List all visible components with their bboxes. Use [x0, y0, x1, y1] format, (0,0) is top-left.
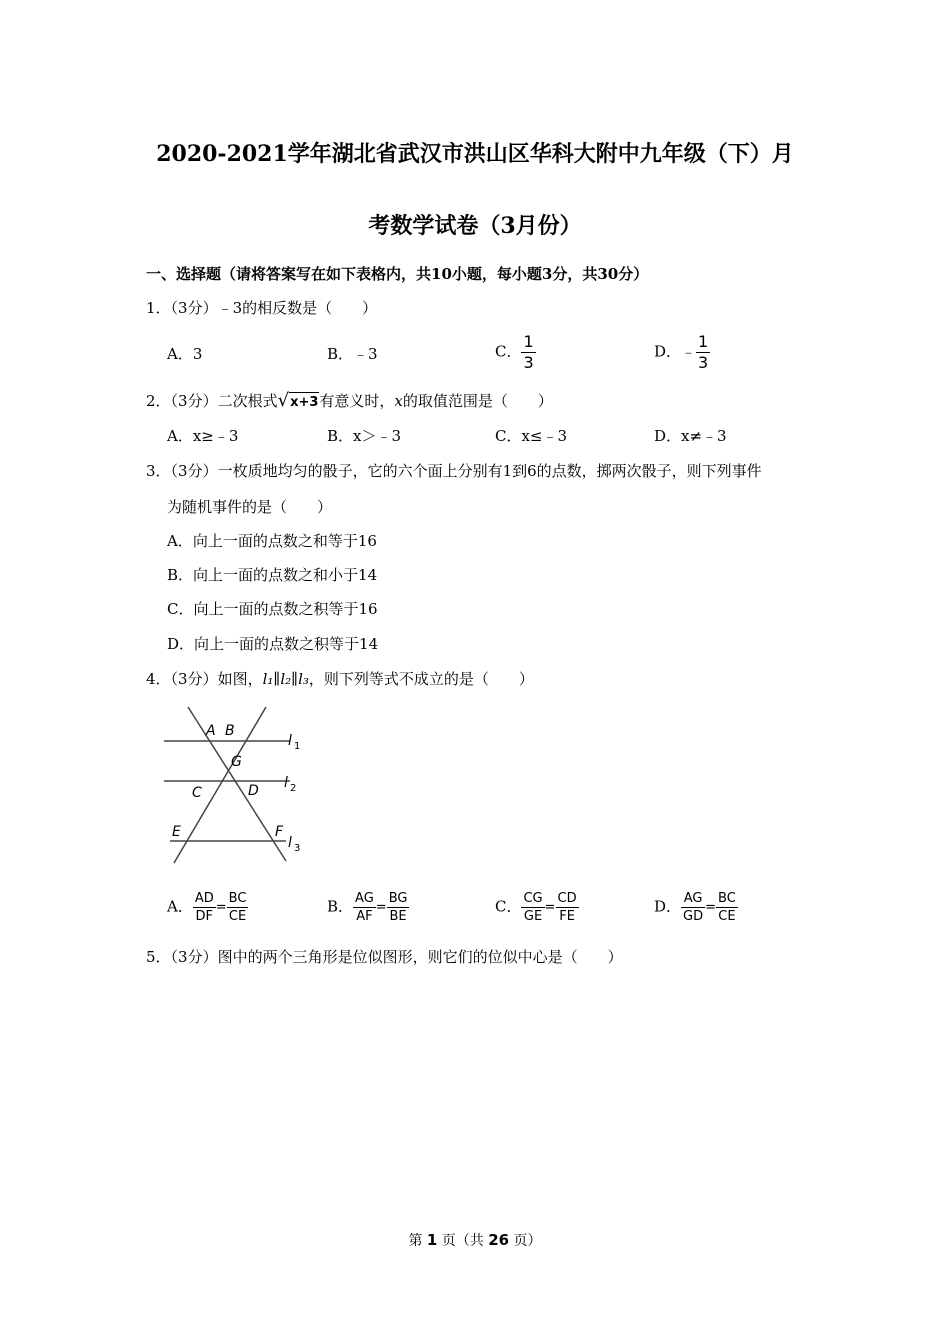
- question-3-line-1: 3．（3分）一枚质地均匀的骰子，它的六个面上分别有1到6的点数，掷两次骰子，则下列事件: [146, 462, 762, 480]
- q4-a-left-den: DF: [193, 907, 216, 925]
- q4-text-after: ，则下列等式不成立的是（ ）: [308, 670, 534, 688]
- q4-a-right-den: CE: [227, 907, 249, 925]
- q4-b-left-num: AG: [355, 891, 374, 906]
- q4-c-left-den: GE: [521, 907, 544, 925]
- q4-d-equals: =: [705, 899, 717, 915]
- q4-a-right-fraction: [227, 890, 249, 925]
- q4-d-right-den: CE: [716, 907, 738, 925]
- q4-c-equals: =: [544, 899, 556, 915]
- q4-option-c: [495, 890, 579, 925]
- q2-sqrt: [278, 391, 320, 413]
- label-a: A: [206, 723, 216, 739]
- q4-c-right-num: CD: [557, 891, 577, 906]
- label-l3-sub: 3: [294, 843, 301, 854]
- transversal-af: [188, 707, 286, 861]
- q4-a-left-fraction: [193, 890, 216, 925]
- q1-d-denominator: 3: [698, 353, 709, 372]
- q3-option-b: B．向上一面的点数之和小于14: [167, 566, 378, 584]
- q2-variable: x: [394, 392, 403, 410]
- q2-text-before: 2．（3分）二次根式: [146, 392, 278, 410]
- question-1: 1．（3分）﹣3的相反数是（ ）: [146, 299, 378, 317]
- q4-d-left-den: GD: [683, 909, 704, 924]
- question-5: 5．（3分）图中的两个三角形是位似图形，则它们的位似中心是（ ）: [146, 948, 623, 966]
- q1-c-denominator: 3: [523, 353, 534, 372]
- q3-option-a: A．向上一面的点数之和等于16: [167, 532, 377, 550]
- sqrt-symbol: √: [277, 390, 290, 411]
- q3-option-d: D．向上一面的点数之积等于14: [167, 635, 379, 653]
- label-l1: l: [288, 733, 292, 749]
- q4-a-equals: =: [215, 899, 227, 915]
- label-d: D: [248, 783, 259, 799]
- label-l1-sub: 1: [294, 741, 301, 752]
- footer-pre: 第: [408, 1233, 427, 1249]
- page-footer: [0, 1230, 950, 1250]
- label-b: B: [225, 723, 235, 739]
- label-g: G: [231, 754, 242, 770]
- question-2: [146, 391, 553, 413]
- q4-b-label: B．: [327, 897, 354, 916]
- q2-option-a: A．x≥﹣3: [167, 427, 239, 445]
- q4-a-label: A．: [167, 897, 193, 916]
- q4-parallel-relation: l₁∥l₂∥l₃: [262, 670, 309, 688]
- label-l2-sub: 2: [290, 783, 297, 794]
- question-3-line-2: 为随机事件的是（ ）: [167, 498, 333, 516]
- section-heading: 一、选择题（请将答案写在如下表格内，共10小题，每小题3分，共30分）: [146, 265, 649, 283]
- label-e: E: [172, 824, 181, 840]
- q1-option-c: [495, 333, 536, 372]
- q4-c-left-num: CG: [523, 891, 543, 906]
- footer-page-number: 1: [426, 1231, 438, 1249]
- label-c: C: [192, 785, 202, 801]
- q4-c-label: C．: [495, 897, 522, 916]
- q1-option-d-fraction: [696, 333, 710, 372]
- q1-option-b: B．﹣3: [327, 345, 378, 363]
- q4-text-before: 4．（3分）如图，: [146, 670, 263, 688]
- title-line-1: 2020-2021学年湖北省武汉市洪山区华科大附中九年级（下）月: [156, 141, 794, 167]
- q4-b-right-fraction: [387, 890, 410, 925]
- label-f: F: [275, 824, 284, 840]
- q2-text-after: 有意义时，: [319, 392, 395, 410]
- q2-option-b: B．x＞﹣3: [327, 427, 402, 445]
- q1-c-numerator: 1: [523, 332, 534, 351]
- q4-figure: [158, 703, 310, 868]
- q4-b-right-num: BG: [388, 891, 408, 906]
- q4-b-left-fraction: [353, 890, 376, 925]
- label-l3: l: [288, 835, 292, 851]
- q1-option-c-fraction: [521, 333, 535, 372]
- q4-option-d: [654, 890, 738, 925]
- q1-option-d-label: D．﹣: [654, 342, 697, 361]
- q4-b-right-den: BE: [387, 907, 410, 925]
- q2-option-c: C．x≤﹣3: [495, 427, 568, 445]
- q4-d-right-num: BC: [718, 891, 736, 906]
- footer-mid: 页（共: [437, 1233, 489, 1249]
- q1-option-c-label: C．: [495, 342, 522, 361]
- q4-b-left-den: AF: [353, 907, 376, 925]
- q4-d-label: D．: [654, 897, 682, 916]
- q4-c-right-den: FE: [556, 907, 579, 925]
- footer-total-pages: 26: [488, 1231, 510, 1249]
- q2-option-d: D．x≠﹣3: [654, 427, 727, 445]
- q2-text-after2: 的取值范围是（ ）: [402, 392, 553, 410]
- q3-option-c: C．向上一面的点数之积等于16: [167, 600, 378, 618]
- q4-a-right-num: BC: [228, 891, 247, 906]
- question-4: [146, 669, 534, 689]
- q4-b-equals: =: [375, 899, 387, 915]
- q4-a-left-num: AD: [194, 891, 214, 906]
- q4-d-left-fraction: [681, 890, 705, 925]
- q4-c-right-fraction: [556, 890, 579, 925]
- title-line-2: 考数学试卷（3月份）: [368, 213, 582, 239]
- footer-post: 页）: [509, 1233, 542, 1249]
- q1-option-d: [654, 333, 710, 372]
- q1-d-numerator: 1: [698, 332, 709, 351]
- q4-d-right-fraction: [716, 890, 738, 925]
- q4-c-left-fraction: [521, 890, 544, 925]
- q1-option-a: A．3: [167, 345, 203, 363]
- q4-option-b: [327, 890, 409, 925]
- q4-option-a: [167, 890, 248, 925]
- label-l2: l: [284, 775, 288, 791]
- q4-d-left-num: AG: [683, 891, 703, 906]
- q2-radicand: x+3: [289, 392, 319, 413]
